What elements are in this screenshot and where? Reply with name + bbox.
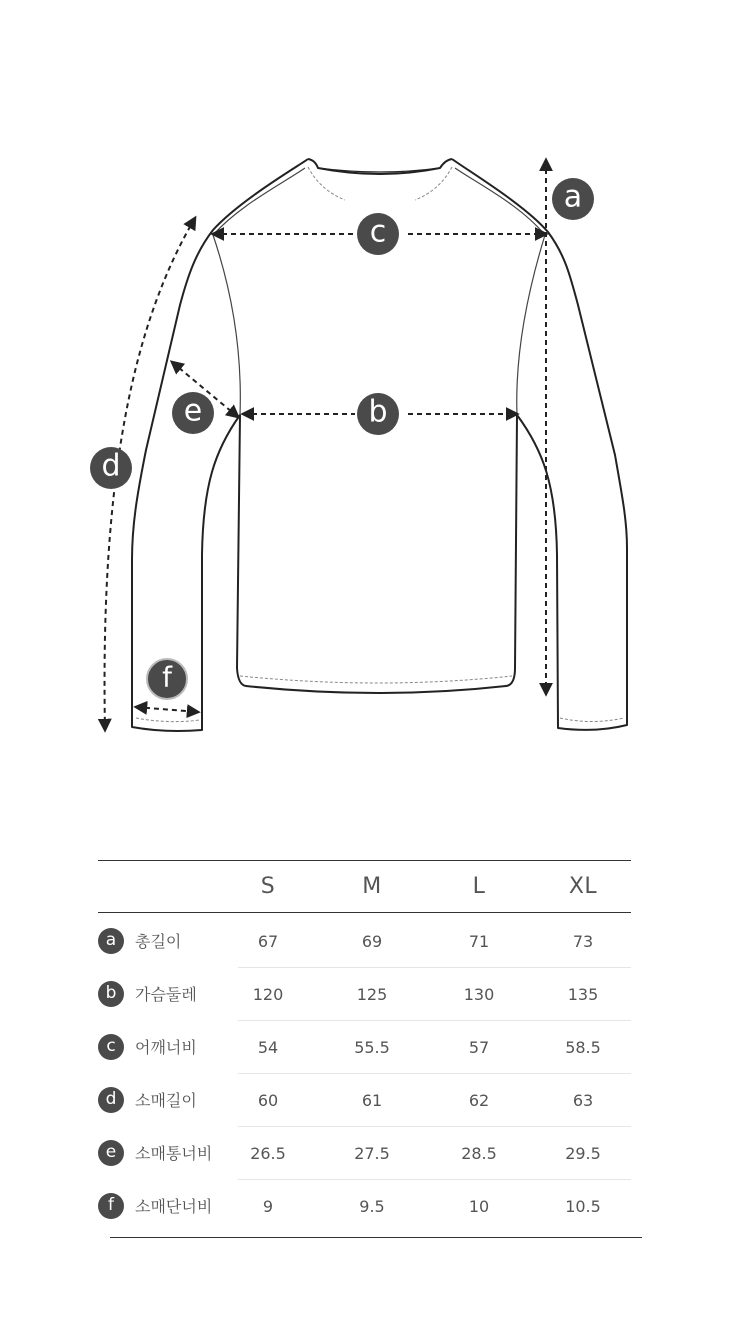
table-cell: 55.5: [354, 1038, 390, 1057]
measurement-arrows: [105, 160, 546, 730]
table-cell: 135: [567, 985, 599, 1004]
svg-text:a: a: [563, 179, 583, 215]
badge-f: [147, 659, 187, 699]
table-cell: 60: [257, 1091, 279, 1110]
badge-b: [357, 393, 399, 435]
table-cell: 54: [257, 1038, 279, 1057]
size-header-s: S: [260, 874, 276, 899]
table-row: [98, 1180, 631, 1233]
svg-text:b: b: [368, 394, 388, 430]
table-cell: 61: [361, 1091, 383, 1110]
row-label: 소매통너비: [135, 1144, 213, 1163]
table-row: [98, 915, 631, 968]
table-cell: 10: [468, 1197, 490, 1216]
size-header-l: L: [472, 874, 486, 899]
table-header-rule: [98, 912, 631, 913]
row-badge: b: [98, 981, 124, 1007]
table-cell: 27.5: [354, 1144, 390, 1163]
table-row: [98, 1021, 631, 1074]
table-row: [98, 1127, 631, 1180]
table-row: [98, 1074, 631, 1127]
table-cell: 125: [356, 985, 388, 1004]
row-badge: f: [98, 1193, 124, 1219]
table-cell: 62: [468, 1091, 490, 1110]
table-cell: 67: [257, 932, 279, 951]
size-header-m: M: [362, 874, 382, 899]
badge-e: [172, 392, 214, 434]
svg-text:e: e: [183, 393, 203, 429]
svg-text:f: f: [162, 660, 172, 694]
arrow-f: [136, 707, 198, 712]
row-badge: d: [98, 1087, 124, 1113]
table-cell: 28.5: [461, 1144, 497, 1163]
table-bottom-rule: [110, 1237, 642, 1238]
table-cell: 120: [252, 985, 284, 1004]
table-cell: 9: [262, 1197, 274, 1216]
row-label: 소매길이: [135, 1091, 197, 1110]
row-label: 어깨너비: [135, 1038, 197, 1057]
table-cell: 26.5: [250, 1144, 286, 1163]
svg-text:c: c: [369, 214, 387, 250]
table-cell: 71: [468, 932, 490, 951]
size-header-xl: XL: [568, 874, 598, 899]
size-header-row: [98, 861, 631, 912]
row-badge: e: [98, 1140, 124, 1166]
table-cell: 9.5: [359, 1197, 385, 1216]
table-cell: 73: [572, 932, 594, 951]
row-label: 소매단너비: [135, 1197, 213, 1216]
table-row: [98, 968, 631, 1021]
row-badge: c: [98, 1034, 124, 1060]
row-badge: a: [98, 928, 124, 954]
table-cell: 58.5: [565, 1038, 601, 1057]
table-cell: 130: [463, 985, 495, 1004]
table-cell: 10.5: [565, 1197, 601, 1216]
table-cell: 57: [468, 1038, 490, 1057]
table-cell: 29.5: [565, 1144, 601, 1163]
table-cell: 63: [572, 1091, 594, 1110]
table-cell: 69: [361, 932, 383, 951]
badge-a: [552, 178, 594, 220]
row-label: 총길이: [135, 932, 182, 951]
badge-d: [90, 447, 132, 489]
row-label: 가슴둘레: [135, 985, 197, 1004]
badge-c: [357, 213, 399, 255]
svg-text:d: d: [101, 448, 121, 484]
seam-lines: [213, 168, 545, 415]
